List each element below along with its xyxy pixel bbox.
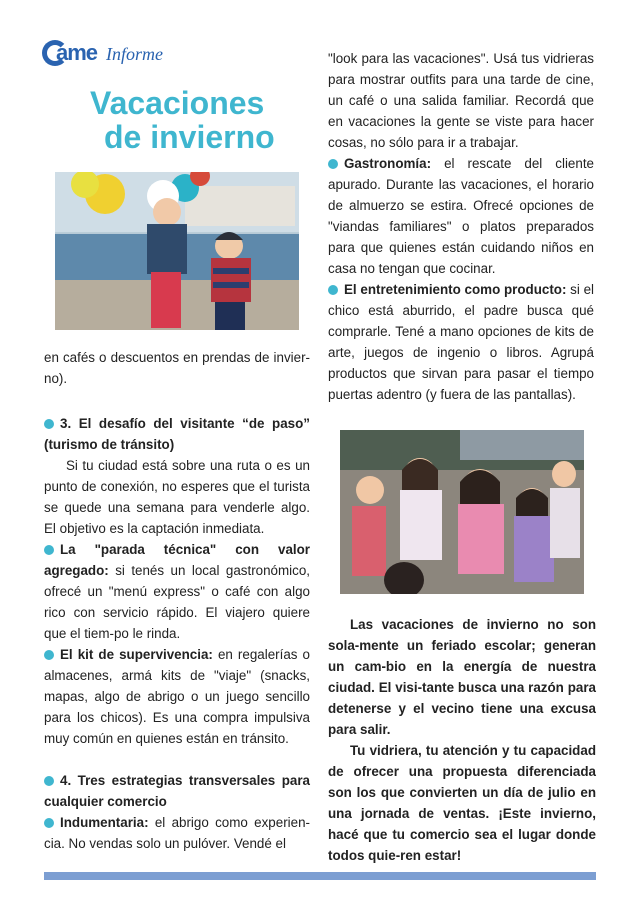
bullet-1-label: La "parada técnica" con valor agregado: (44, 542, 310, 578)
bullet-dot-icon (44, 776, 54, 786)
bullet-dot-icon (44, 419, 54, 429)
section-3-paragraph: Si tu ciudad está sobre una ruta o es un punto de conexión, no esperes que el turista se quede una semana para venderle algo. El objetivo es la captación inmediata. (44, 458, 310, 536)
bullet-2-label: El kit de supervivencia: (60, 647, 213, 662)
section-3 (44, 413, 310, 749)
logo-brand: ame (56, 40, 98, 65)
footer-bar (44, 872, 596, 880)
bullet-3-text: el abrigo como experien-cia. No vendas solo un pulóver. Vendé el (44, 815, 310, 851)
bullet-dot-icon (44, 650, 54, 660)
conclusion-p1: Las vacaciones de invierno no son sola-mente un feriado escolar; generan un cam-bio en la energía de nuestra ciudad. El visi-tante busca una razón para detenerse y el vecino tiene una excusa para salir. (328, 617, 596, 737)
bullet-dot-icon (44, 545, 54, 555)
bullet-5-label: El entretenimiento como producto: (344, 282, 567, 297)
logo-tag: Informe (106, 44, 163, 64)
bullet-dot-icon (328, 285, 338, 295)
conclusion-p2: Tu vidriera, tu atención y tu capacidad de ofrecer una propuesta diferenciada son los que convierten un día de julio en una jornada de ventas. ¡Este invierno, hacé que tu comercio sea el lugar donde todos quie-ren estar! (328, 743, 596, 863)
page-title-line2: de invierno (104, 119, 275, 155)
bullet-2-text: en regalerías o almacenes, armá kits de "viaje" (snacks, mapas, algo de abrigo o un juego sencillo para los chicos). Es una compra impulsiva muy común en quienes están en tránsito. (44, 647, 310, 746)
conclusion-text (328, 614, 596, 866)
bullet-dot-icon (328, 159, 338, 169)
section-4-title: 4. Tres estrategias transversales para cualquier comercio (44, 773, 310, 809)
col2-upper-text (328, 48, 594, 405)
kids-group-photo (340, 430, 584, 594)
came-logo (42, 38, 182, 72)
bullet-dot-icon (44, 818, 54, 828)
section-4 (44, 770, 310, 854)
bullet-4-label: Gastronomía: (344, 156, 432, 171)
col2-p0: "look para las vacaciones". Usá tus vidrieras para mostrar outfits para una tarde de cine, un café o una salida familiar. Recordá que en vacaciones la gente se viste para hacer cosas, no sólo para ir a trabajar. (328, 51, 594, 150)
page-title-line1: Vacaciones (90, 85, 265, 121)
section-3-title: 3. El desafío del visitante “de paso” (turismo de tránsito) (44, 416, 310, 452)
col1-p0: en cafés o descuentos en prendas de invier-no). (44, 350, 310, 386)
kids-balloons-photo (55, 172, 299, 330)
bullet-5-text: si el chico está aburrido, el padre busca qué comprarle. Tené a mano opciones de kits de arte, juegos de ingenio o libros. Agrupá productos que sirvan para pasar el tiempo puertas adentro (y fuera de las pantallas). (328, 282, 594, 402)
bullet-4-text: el rescate del cliente apurado. Durante las vacaciones, el horario de almuerzo se estira. Ofrecé opciones de "viandas familiares" o platos preparados para que quienes están cuidando niños en casa no tengan que cocinar. (328, 156, 594, 276)
bullet-3-label: Indumentaria: (60, 815, 149, 830)
col1-paragraph-intro (44, 347, 310, 389)
bullet-1-text: si tenés un local gastronómico, ofrecé un "menú express" o café con algo rico con servicio rápido. El viajero quiere que el tiem-po le rinda. (44, 563, 310, 641)
